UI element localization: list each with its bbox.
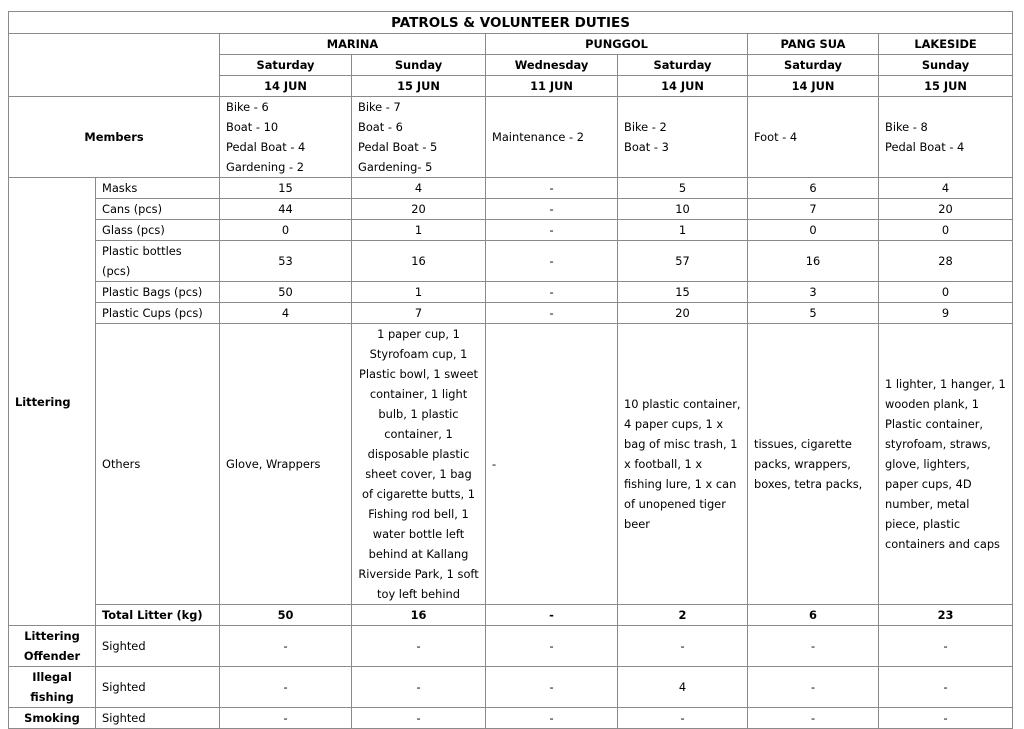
value-cell: -: [879, 667, 1013, 708]
value-cell: 1: [352, 220, 486, 241]
value-cell: 10: [618, 199, 748, 220]
row-label: Plastic bottles (pcs): [96, 241, 220, 282]
value-cell: 7: [352, 303, 486, 324]
members-label: Members: [9, 97, 220, 178]
value-cell: -: [220, 708, 352, 729]
value-cell: 4: [618, 667, 748, 708]
value-cell: 5: [618, 178, 748, 199]
day-header: Saturday: [618, 55, 748, 76]
members-cell: Bike - 6 Boat - 10 Pedal Boat - 4 Gardening - 2: [220, 97, 352, 178]
offender-label: Littering Offender: [9, 626, 96, 667]
date-header: 15 JUN: [352, 76, 486, 97]
value-cell: 15: [220, 178, 352, 199]
value-cell: 53: [220, 241, 352, 282]
total-cell: 6: [748, 605, 879, 626]
sighted-label: Sighted: [96, 667, 220, 708]
littering-label: Littering: [9, 178, 96, 626]
patrols-table: [8, 11, 1013, 729]
others-cell: tissues, cigarette packs, wrappers, boxes, tetra packs,: [748, 324, 879, 605]
value-cell: 0: [748, 220, 879, 241]
value-cell: 9: [879, 303, 1013, 324]
value-cell: -: [486, 303, 618, 324]
value-cell: 4: [879, 178, 1013, 199]
value-cell: 15: [618, 282, 748, 303]
value-cell: -: [486, 178, 618, 199]
value-cell: 0: [220, 220, 352, 241]
total-label: Total Litter (kg): [96, 605, 220, 626]
others-cell: 1 lighter, 1 hanger, 1 wooden plank, 1 Plastic container, styrofoam, straws, glove, lighters, paper cups, 4D number, metal piece, plastic containers and caps: [879, 324, 1013, 605]
value-cell: 20: [879, 199, 1013, 220]
row-label: Plastic Cups (pcs): [96, 303, 220, 324]
day-header: Saturday: [220, 55, 352, 76]
others-cell: Glove, Wrappers: [220, 324, 352, 605]
date-header: 14 JUN: [220, 76, 352, 97]
value-cell: 57: [618, 241, 748, 282]
day-header: Saturday: [748, 55, 879, 76]
value-cell: 4: [220, 303, 352, 324]
value-cell: -: [879, 708, 1013, 729]
sighted-label: Sighted: [96, 626, 220, 667]
value-cell: 6: [748, 178, 879, 199]
members-cell: Bike - 7 Boat - 6 Pedal Boat - 5 Gardening- 5: [352, 97, 486, 178]
value-cell: 1: [618, 220, 748, 241]
total-cell: -: [486, 605, 618, 626]
sighted-label: Sighted: [96, 708, 220, 729]
smoking-label: Smoking: [9, 708, 96, 729]
value-cell: 20: [352, 199, 486, 220]
value-cell: 0: [879, 282, 1013, 303]
fishing-label: Illegal fishing: [9, 667, 96, 708]
others-cell: -: [486, 324, 618, 605]
value-cell: -: [486, 199, 618, 220]
value-cell: -: [879, 626, 1013, 667]
location-punggol: PUNGGOL: [486, 34, 748, 55]
total-cell: 16: [352, 605, 486, 626]
total-cell: 2: [618, 605, 748, 626]
value-cell: -: [486, 667, 618, 708]
value-cell: 28: [879, 241, 1013, 282]
value-cell: 50: [220, 282, 352, 303]
value-cell: 44: [220, 199, 352, 220]
row-label: Masks: [96, 178, 220, 199]
value-cell: -: [220, 667, 352, 708]
value-cell: -: [352, 626, 486, 667]
value-cell: -: [486, 282, 618, 303]
value-cell: 5: [748, 303, 879, 324]
value-cell: 0: [879, 220, 1013, 241]
date-header: 11 JUN: [486, 76, 618, 97]
row-label: Cans (pcs): [96, 199, 220, 220]
row-label: Plastic Bags (pcs): [96, 282, 220, 303]
date-header: 14 JUN: [748, 76, 879, 97]
day-header: Sunday: [352, 55, 486, 76]
members-cell: Foot - 4: [748, 97, 879, 178]
value-cell: 16: [748, 241, 879, 282]
others-cell: 1 paper cup, 1 Styrofoam cup, 1 Plastic bowl, 1 sweet container, 1 light bulb, 1 plastic container, 1 disposable plastic sheet cover, 1 bag of cigarette butts, 1 Fishing rod bell, 1 water bottle left behind at Kallang Riverside Park, 1 soft toy left behind: [352, 324, 486, 605]
day-header: Wednesday: [486, 55, 618, 76]
value-cell: 3: [748, 282, 879, 303]
corner-cell: [9, 34, 220, 97]
members-cell: Maintenance - 2: [486, 97, 618, 178]
value-cell: -: [352, 667, 486, 708]
date-header: 15 JUN: [879, 76, 1013, 97]
value-cell: -: [486, 241, 618, 282]
value-cell: 7: [748, 199, 879, 220]
row-label: Others: [96, 324, 220, 605]
value-cell: -: [486, 626, 618, 667]
value-cell: -: [618, 626, 748, 667]
value-cell: -: [486, 220, 618, 241]
date-header: 14 JUN: [618, 76, 748, 97]
members-cell: Bike - 2 Boat - 3: [618, 97, 748, 178]
table-title: PATROLS & VOLUNTEER DUTIES: [9, 12, 1013, 34]
total-cell: 50: [220, 605, 352, 626]
members-cell: Bike - 8 Pedal Boat - 4: [879, 97, 1013, 178]
location-pang-sua: PANG SUA: [748, 34, 879, 55]
value-cell: -: [748, 708, 879, 729]
value-cell: -: [618, 708, 748, 729]
day-header: Sunday: [879, 55, 1013, 76]
location-lakeside: LAKESIDE: [879, 34, 1013, 55]
location-marina: MARINA: [220, 34, 486, 55]
row-label: Glass (pcs): [96, 220, 220, 241]
value-cell: 1: [352, 282, 486, 303]
value-cell: -: [220, 626, 352, 667]
value-cell: -: [748, 626, 879, 667]
value-cell: 16: [352, 241, 486, 282]
value-cell: 4: [352, 178, 486, 199]
value-cell: -: [352, 708, 486, 729]
value-cell: -: [486, 708, 618, 729]
total-cell: 23: [879, 605, 1013, 626]
value-cell: -: [748, 667, 879, 708]
value-cell: 20: [618, 303, 748, 324]
others-cell: 10 plastic container, 4 paper cups, 1 x bag of misc trash, 1 x football, 1 x fishing lure, 1 x can of unopened tiger beer: [618, 324, 748, 605]
